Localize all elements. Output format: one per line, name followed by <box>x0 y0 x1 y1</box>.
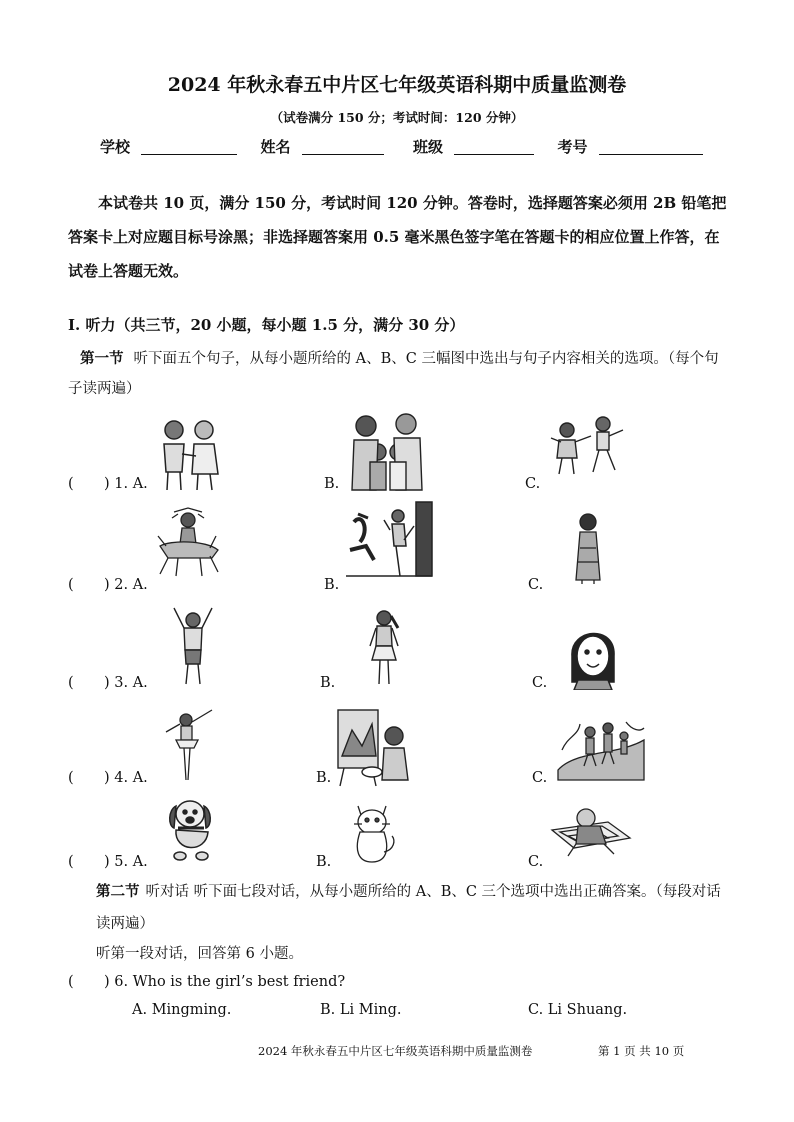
answer-paren[interactable]: ( <box>68 476 74 492</box>
answer-paren[interactable]: ( <box>68 770 74 786</box>
baby-crawling-illustration <box>548 804 632 866</box>
school-label: 学校 <box>100 138 131 156</box>
question-stem: ) 6. Who is the girl’s best friend? <box>104 974 346 990</box>
section-heading: Ⅰ. 听力（共三节，20 小题，每小题 1.5 分，满分 30 分） <box>68 316 465 334</box>
answer-paren[interactable]: ( <box>68 577 74 593</box>
number-label: 考号 <box>557 138 588 156</box>
option-b: B. Li Ming. <box>320 1002 402 1018</box>
option-c-label: C. <box>532 675 548 691</box>
footer-title: 2024 年秋永春五中片区七年级英语科期中质量监测卷 <box>258 1044 533 1058</box>
puppy-illustration <box>166 796 218 862</box>
option-b-label: B. <box>320 675 336 691</box>
exam-subtitle: （试卷满分 150 分；考试时间：120 分钟） <box>270 110 524 125</box>
horse-rider-illustration <box>150 506 226 580</box>
part2-instructions <box>96 876 732 940</box>
kitten-illustration <box>346 800 398 866</box>
question-number: ) 5. A. <box>104 854 148 870</box>
exam-instructions: 本试卷共 10 页，满分 150 分，考试时间 120 分钟。答卷时，选择题答案必须用 2B 铅笔把答案卡上对应题目标号涂黑；非选择题答案用 0.5 毫米黑色签字笔在答题卡的相应位置上作答，在试卷上答题无效。 <box>68 194 727 280</box>
option-b-label: B. <box>324 476 340 492</box>
question-number: ) 2. A. <box>104 577 148 593</box>
handshake-illustration <box>152 416 228 492</box>
school-blank[interactable] <box>141 138 237 155</box>
part1-text: 听下面五个句子，从每小题所给的 A、B、C 三幅图中选出与句子内容相关的选项。（每个句子读两遍） <box>68 351 719 397</box>
option-c-label: C. <box>528 854 544 870</box>
footer-page-number: 第 1 页 共 10 页 <box>598 1044 685 1058</box>
part1-label: 第一节 <box>80 350 124 367</box>
part2-subinstruction: 听第一段对话，回答第 6 小题。 <box>96 946 303 962</box>
number-blank[interactable] <box>599 138 703 155</box>
student-info-row <box>100 136 703 157</box>
part1-instructions <box>68 344 730 404</box>
ballet-dancer-illustration <box>164 706 218 784</box>
question-number: ) 1. A. <box>104 476 148 492</box>
kungfu-illustration <box>344 500 434 580</box>
girl-painting-illustration <box>334 706 414 788</box>
answer-paren[interactable]: ( <box>68 974 74 990</box>
children-dancing-illustration <box>547 414 627 480</box>
part2-label: 第二节 <box>96 883 140 900</box>
kimono-girl-illustration <box>568 512 608 586</box>
girl-standing-illustration <box>364 606 404 688</box>
name-label: 姓名 <box>260 138 291 156</box>
option-b-label: B. <box>324 577 340 593</box>
question-number: ) 4. A. <box>104 770 148 786</box>
option-b-label: B. <box>316 770 332 786</box>
option-b-label: B. <box>316 854 332 870</box>
class-blank[interactable] <box>454 138 534 155</box>
family-illustration <box>344 412 428 492</box>
option-c: C. Li Shuang. <box>528 1002 628 1018</box>
question-number: ) 3. A. <box>104 675 148 691</box>
option-c-label: C. <box>525 476 541 492</box>
answer-paren[interactable]: ( <box>68 675 74 691</box>
part2-text: 听对话 听下面七段对话，从每小题所给的 A、B、C 三个选项中选出正确答案。（每段对话读两遍） <box>96 884 721 932</box>
boy-cheering-illustration <box>170 606 216 688</box>
option-a: A. Mingming. <box>132 1002 232 1018</box>
class-label: 班级 <box>412 138 443 156</box>
name-blank[interactable] <box>302 138 384 155</box>
answer-paren[interactable]: ( <box>68 854 74 870</box>
girl-face-illustration <box>566 620 620 690</box>
option-c-label: C. <box>532 770 548 786</box>
hiking-family-illustration <box>556 710 646 782</box>
option-c-label: C. <box>528 577 544 593</box>
exam-title: 2024 年秋永春五中片区七年级英语科期中质量监测卷 <box>167 74 627 96</box>
